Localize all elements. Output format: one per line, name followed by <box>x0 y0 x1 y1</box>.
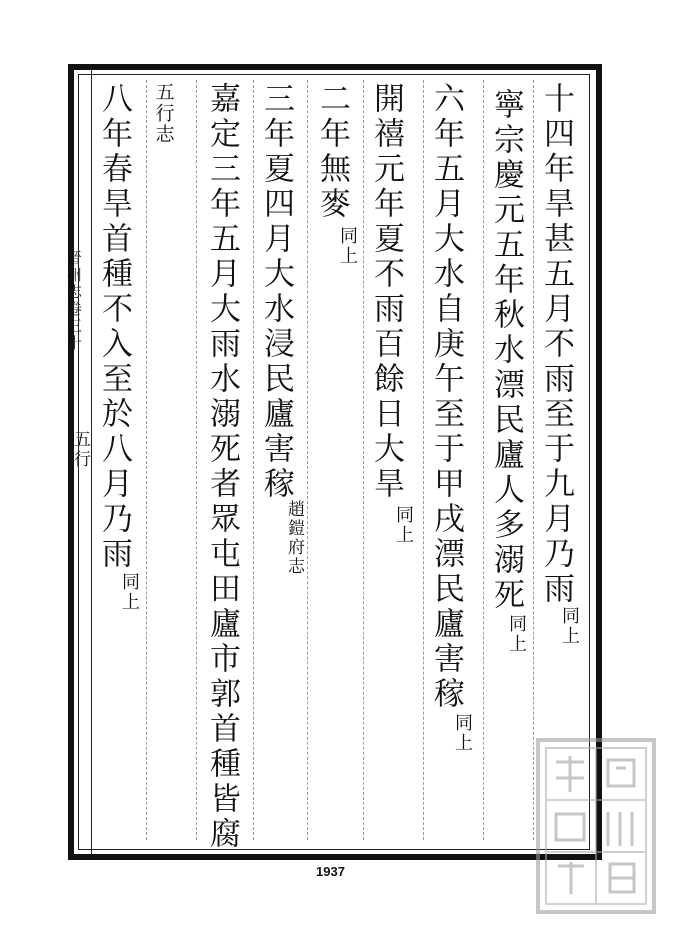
margin-book-title: 晉州志卷三十 <box>65 250 83 352</box>
column-rule <box>533 80 534 840</box>
column-1-note: 同上 <box>559 606 580 646</box>
column-rule <box>307 80 308 840</box>
text-column-1: 十四年旱甚五月不雨至于九月乃雨 <box>538 82 574 607</box>
page-number: 1937 <box>316 864 345 879</box>
column-5-note: 同上 <box>337 226 358 266</box>
column-rule <box>363 80 364 840</box>
column-9-note: 同上 <box>119 572 140 612</box>
column-rule <box>423 80 424 840</box>
column-4-note: 同上 <box>393 505 414 545</box>
text-column-9: 八年春旱首種不入至於八月乃雨 <box>96 82 132 572</box>
text-column-8: 五行志 <box>152 82 175 145</box>
text-column-4: 開禧元年夏不雨百餘日大旱 <box>368 82 404 502</box>
column-6-note: 趙鎧府志 <box>284 500 304 576</box>
text-column-7: 嘉定三年五月大雨水溺死者眾屯田廬市郭首種皆腐 <box>204 82 240 852</box>
column-2-note: 同上 <box>506 614 527 654</box>
column-rule <box>483 80 484 840</box>
library-seal-stamp <box>536 738 656 914</box>
text-column-3: 六年五月大水自庚午至于甲戌漂民廬害稼 <box>428 82 464 712</box>
column-rule <box>146 80 147 840</box>
column-rule <box>253 80 254 840</box>
column-3-note: 同上 <box>452 713 473 753</box>
text-column-2: 寧宗慶元五年秋水漂民廬人多溺死 <box>488 88 524 613</box>
margin-section-label: 五行 <box>70 430 90 470</box>
text-column-6: 三年夏四月大水浸民廬害稼 <box>258 82 294 502</box>
column-rule <box>196 80 197 840</box>
text-column-5: 二年無麥 <box>314 82 350 222</box>
